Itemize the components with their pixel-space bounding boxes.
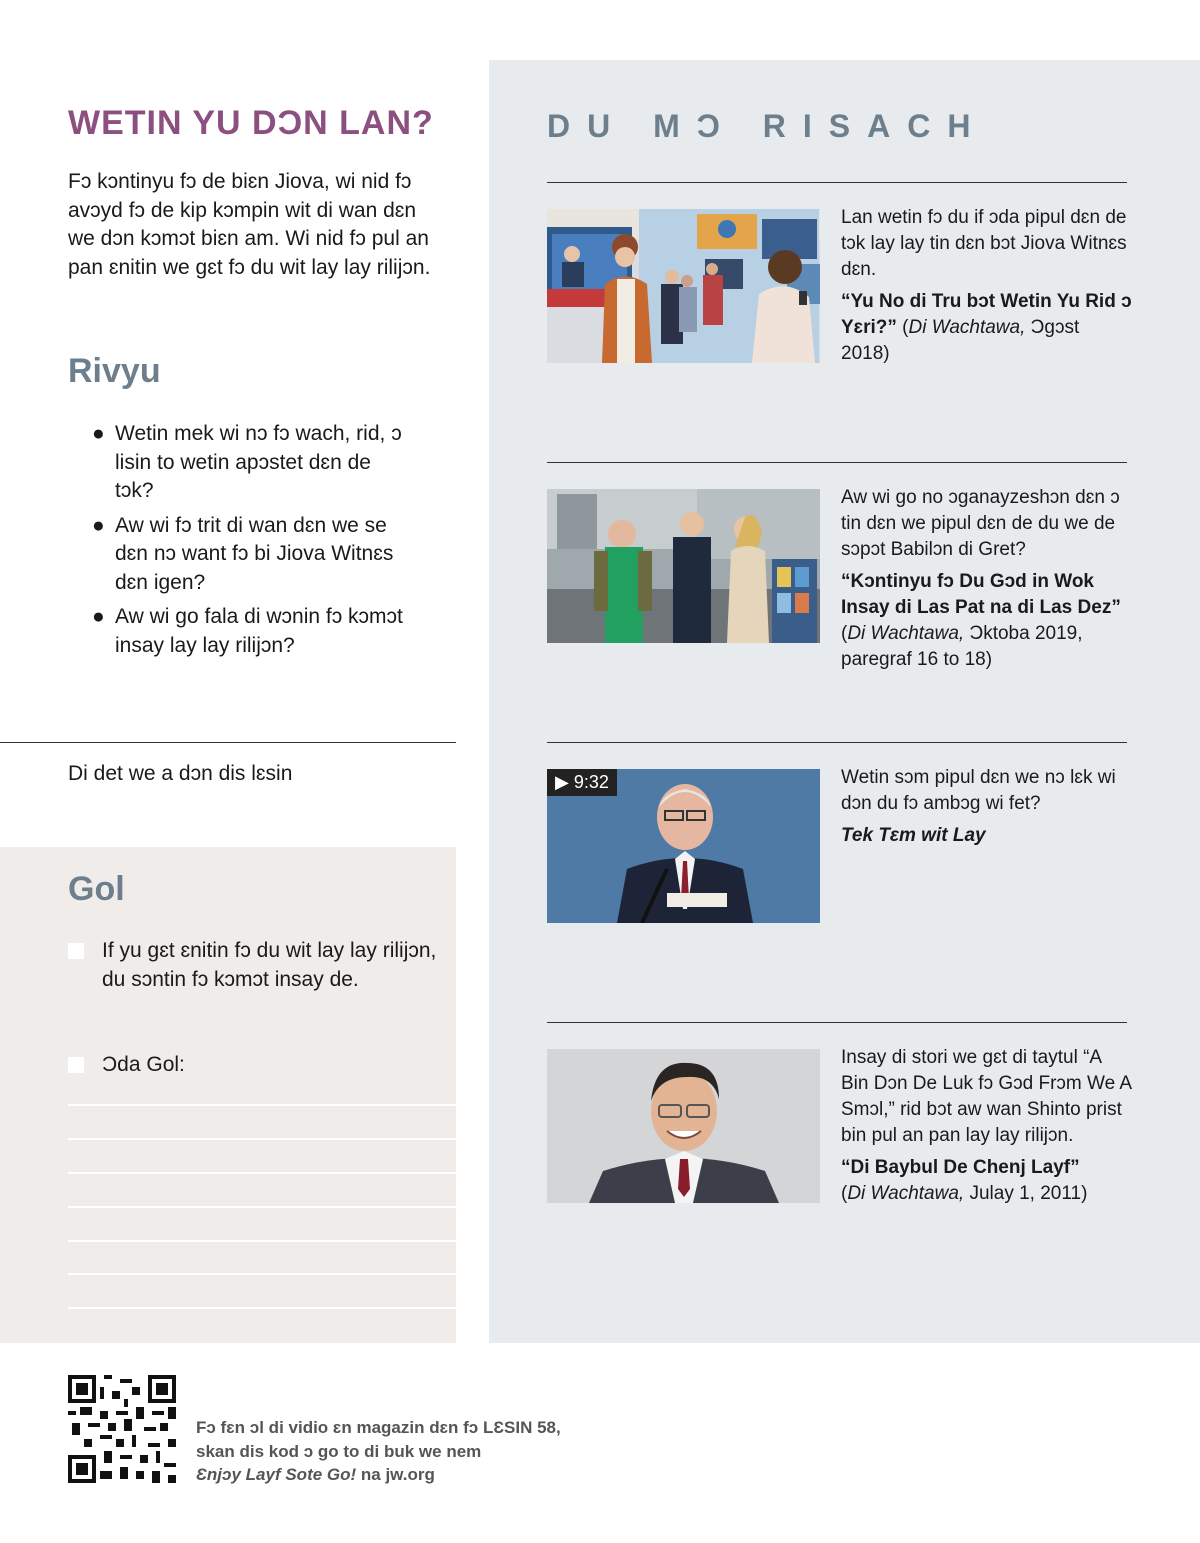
news-street-illustration	[547, 209, 820, 363]
goal-item-other: Ɔda Gol:	[68, 1051, 448, 1080]
review-item: ● Aw wi go fala di wɔnin fɔ kɔmɔt insay lay lay rilijɔn?	[92, 605, 403, 657]
video-link[interactable]: Tek Tɛm wit Lay	[841, 825, 986, 846]
review-item: ● Wetin mek wi nɔ fɔ wach, rid, ɔ lisin to wetin apɔstet dɛn de tɔk?	[92, 422, 402, 502]
write-line[interactable]	[68, 1172, 456, 1174]
article-image-news-street[interactable]	[547, 209, 820, 363]
review-item: ● Aw wi fɔ trit di wan dɛn we se dɛn nɔ want fɔ bi Jiova Witnɛs dɛn igen?	[92, 513, 394, 594]
research-card	[841, 765, 1133, 849]
video-duration-badge: ▶ 9:32	[547, 769, 617, 796]
goal-checkbox[interactable]	[68, 1057, 84, 1073]
goal-item: If yu gɛt ɛnitin fɔ du wit lay lay rilijɔn, du sɔntin fɔ kɔmɔt insay de.	[68, 937, 448, 994]
card-description: Aw wi go no ɔganayzeshɔn dɛn ɔ tin dɛn we pipul dɛn de du we de sɔpɔt Babilɔn di Gret?	[841, 487, 1120, 560]
intro-paragraph: Fɔ kɔntinyu fɔ de biɛn Jiova, wi nid fɔ avɔyd fɔ de kip kɔmpin wit di wan dɛn we dɔn kɔmɔt biɛn am. Wi nid fɔ pul an pan ɛnitin we gɛt fɔ du wit lay lay rilijɔn.	[68, 170, 431, 279]
card-description: Insay di stori we gɛt di taytul “A Bin Dɔn De Luk fɔ Gɔd Frɔm We A Smɔl,” rid bɔt aw wan Shinto prist bin pul an pan lay lay rilijɔn.	[841, 1047, 1132, 1146]
divider	[547, 182, 1127, 183]
article-image-portrait[interactable]	[547, 1049, 820, 1203]
goal-heading: Gol	[68, 870, 125, 908]
card-description: Wetin sɔm pipul dɛn we nɔ lɛk wi dɔn du fɔ ambɔg wi fet?	[841, 767, 1116, 814]
bullet-icon: ●	[92, 422, 105, 445]
write-line[interactable]	[68, 1206, 456, 1208]
write-line[interactable]	[68, 1307, 456, 1309]
write-line[interactable]	[68, 1240, 456, 1242]
book-title: Ɛnjɔy Layf Sote Go!	[196, 1465, 357, 1484]
write-line[interactable]	[68, 1273, 456, 1275]
play-icon: ▶	[555, 772, 569, 792]
publication-name: Di Wachtawa,	[908, 317, 1026, 338]
article-link[interactable]: “Yu No di Tru bɔt Wetin Yu Rid ɔ Yɛri?”	[841, 291, 1132, 338]
article-image-public-witnessing[interactable]	[547, 489, 820, 643]
page-title: WETIN YU DƆN LAN?	[68, 104, 434, 142]
publication-name: Di Wachtawa,	[847, 1183, 965, 1204]
research-heading: DU MƆ RISACH	[547, 108, 988, 144]
divider	[547, 742, 1127, 743]
bullet-icon: ●	[92, 513, 105, 537]
research-card: Insay di stori we gɛt di taytul “A Bin Dɔn De Luk fɔ Gɔd Frɔm We A Smɔl,” rid bɔt aw wan Shinto prist bin pul an pan lay lay rilijɔn. “Di Baybul De Chenj Layf” (Di Wachtawa, Julay 1, 2011)	[841, 1047, 1132, 1204]
video-thumbnail[interactable]	[547, 769, 820, 923]
goal-checkbox[interactable]	[68, 943, 84, 959]
qr-code[interactable]	[68, 1375, 176, 1483]
research-card: Lan wetin fɔ du if ɔda pipul dɛn de tɔk lay lay tin dɛn bɔt Jiova Witnɛs dɛn. “Yu No di Tru bɔt Wetin Yu Rid ɔ Yɛri?” (Di Wachtawa, Ɔgɔst 2018)	[841, 207, 1132, 364]
article-link[interactable]: “Di Baybul De Chenj Layf”	[841, 1157, 1080, 1178]
divider	[547, 462, 1127, 463]
divider	[0, 742, 456, 743]
goal-section	[0, 847, 456, 1343]
write-line[interactable]	[68, 1138, 456, 1140]
review-heading: Rivyu	[68, 352, 161, 390]
article-link[interactable]: “Kɔntinyu fɔ Du Gɔd in Wok Insay di Las Pat na di Las Dez”	[841, 571, 1121, 618]
review-list	[88, 420, 408, 666]
footer-note: Fɔ fɛn ɔl di vidio ɛn magazin dɛn fɔ LƐSIN 58, skan dis kod ɔ go to di buk we nem Ɛnjɔy Layf Sote Go! na jw.org	[196, 1418, 561, 1484]
research-card: Aw wi go no ɔganayzeshɔn dɛn ɔ tin dɛn we pipul dɛn de du we de sɔpɔt Babilɔn di Gret? “Kɔntinyu fɔ Du Gɔd in Wok Insay di Las Pat na di Las Dez” (Di Wachtawa, Ɔktoba 2019, paregraf 16 to 18)	[841, 485, 1133, 673]
card-description: Lan wetin fɔ du if ɔda pipul dɛn de tɔk lay lay tin dɛn bɔt Jiova Witnɛs dɛn.	[841, 207, 1127, 280]
date-completed-label: Di det we a dɔn dis lɛsin	[68, 762, 293, 785]
divider	[547, 1022, 1127, 1023]
write-line[interactable]	[68, 1104, 456, 1106]
public-witnessing-photo	[547, 489, 820, 643]
bullet-icon: ●	[92, 605, 105, 628]
publication-name: Di Wachtawa,	[847, 623, 965, 644]
smiling-man-portrait	[547, 1049, 820, 1203]
